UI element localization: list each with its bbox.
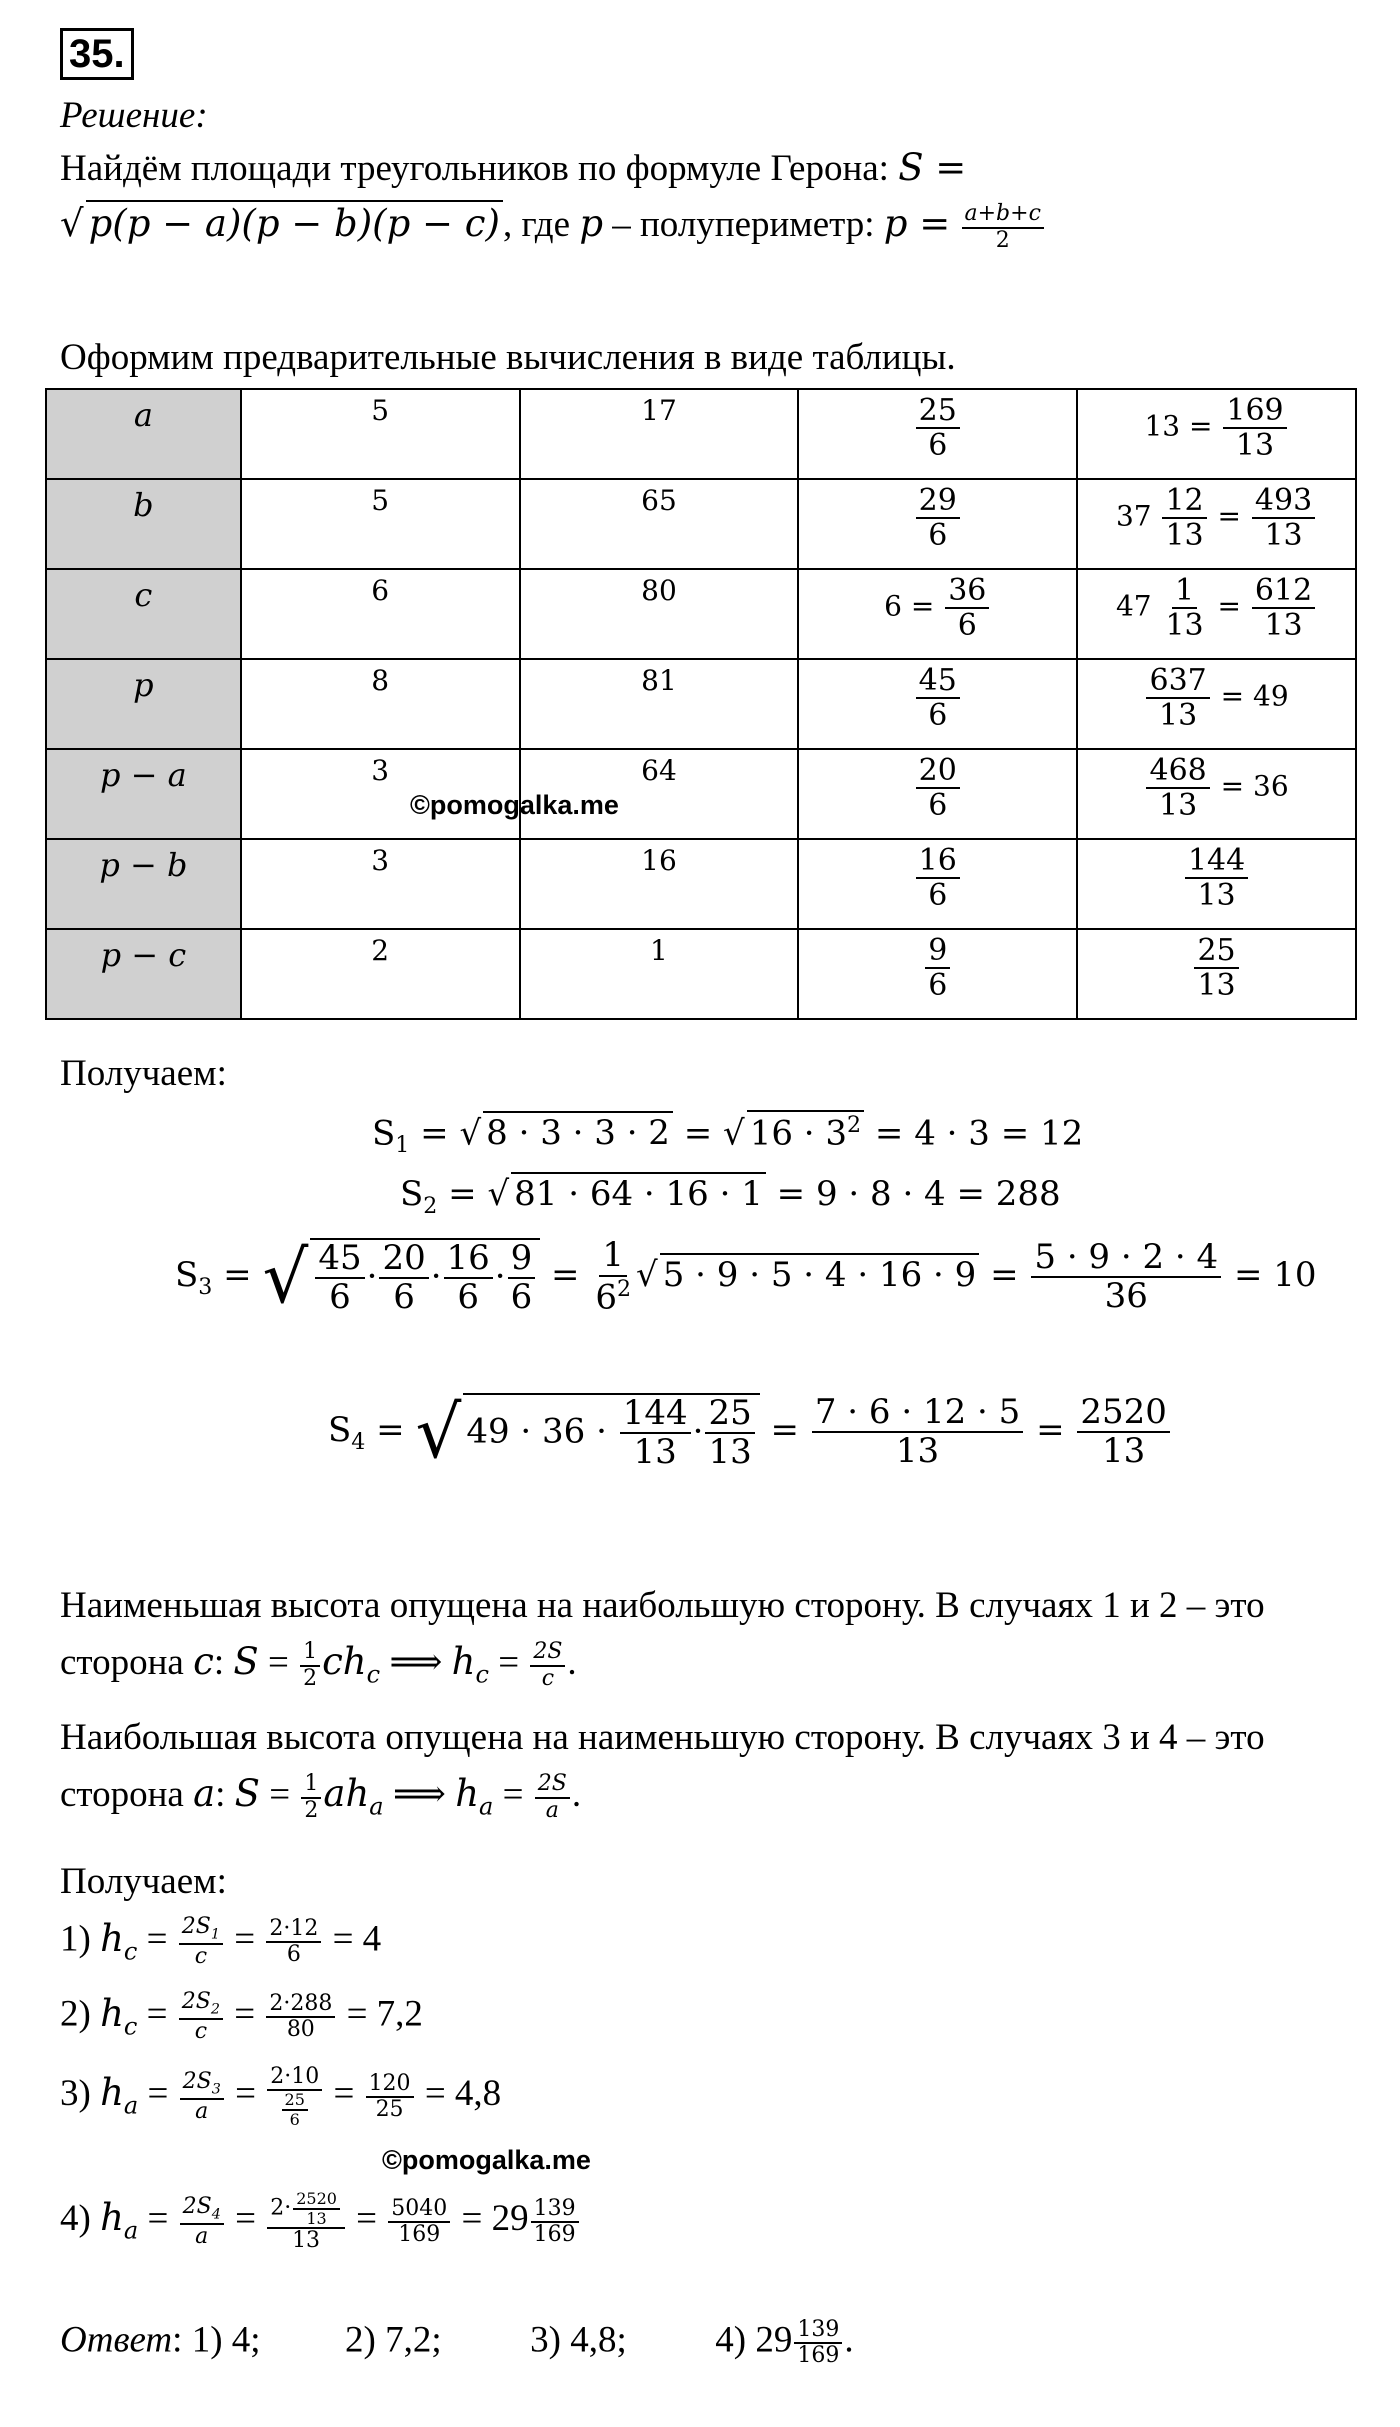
table-cell: 3: [241, 839, 520, 929]
table-cell: $\frac{25}{13}$: [1077, 929, 1356, 1019]
problem-number: 35.: [60, 28, 134, 80]
watermark-1: ©pomogalka.me: [410, 790, 619, 820]
para1-line1: Наименьшая высота опущена на наибольшую сторону. В случаях 1 и 2 – это: [60, 1585, 1265, 1626]
table-cell: 1: [520, 929, 799, 1019]
semiperimeter-fraction: $\frac{a+b+c}{2}$: [962, 202, 1044, 252]
table-row: [46, 749, 1356, 839]
table-cell: 8: [241, 659, 520, 749]
p-symbol: p: [579, 202, 603, 245]
answer-2: 2) 7,2;: [345, 2319, 442, 2361]
table-cell: $\frac{16}{6}$: [798, 839, 1077, 929]
table-cell: 47 $\frac{1}{13}$ = $\frac{612}{13}$: [1077, 569, 1356, 659]
intro-line-1: [60, 146, 966, 191]
table-row: [46, 929, 1356, 1019]
height-2: 2) $h_c$ = $\frac{2S_2}{c}$ = $\frac{2\cdot 288}{80}$ = 7,2: [60, 1989, 423, 2045]
table-intro: Оформим предварительные вычисления в виде таблицы.: [60, 337, 956, 378]
table-cell: 37 $\frac{12}{13}$ = $\frac{493}{13}$: [1077, 479, 1356, 569]
height-1: 1) $h_c$ = $\frac{2S_1}{c}$ = $\frac{2\cdot 12}{6}$ = 4: [60, 1914, 382, 1970]
row-header: p − c: [46, 929, 241, 1019]
table-cell: 81: [520, 659, 799, 749]
formula-s4: $S_4$ = √ 49 · 36 · $\frac{144}{13}$ · $\frac{25}{13}$ = $\frac{7 \cdot 6 \cdot 12 \cdot 5}{13}$ = $\frac{2520}{13}$: [328, 1390, 1172, 1474]
table-cell: 2: [241, 929, 520, 1019]
table-row: [46, 659, 1356, 749]
table-row: [46, 389, 1356, 479]
row-header: b: [46, 479, 241, 569]
calculation-table-body: [46, 389, 1356, 1019]
table-cell: 80: [520, 569, 799, 659]
intro-text-1: Найдём площади треугольников по формуле Герона:: [60, 148, 889, 189]
table-cell: $\frac{45}{6}$: [798, 659, 1077, 749]
row-header: c: [46, 569, 241, 659]
table-row: [46, 479, 1356, 569]
row-header: p: [46, 659, 241, 749]
solution-label-line: Решение:: [60, 95, 208, 136]
intro-text-2: , где: [502, 204, 571, 245]
table-cell: 6: [241, 569, 520, 659]
answer-fraction: $\frac{139}{169}$: [794, 2318, 842, 2368]
para2-line1: Наибольшая высота опущена на наименьшую сторону. В случаях 3 и 4 – это: [60, 1717, 1265, 1758]
table-cell: $\frac{25}{6}$: [798, 389, 1077, 479]
row-header: a: [46, 389, 241, 479]
answer-1: 1) 4;: [191, 2319, 261, 2361]
height-4: 4) $h_a$ = $\frac{2S_4}{a}$ = 2· $\frac{2520}{13}$ 13 = $\frac{5040}{169}$ = 29 $\frac{139}{169}$: [60, 2190, 581, 2253]
intro-text-3: – полупериметр:: [612, 204, 875, 245]
answer-3: 3) 4,8;: [530, 2319, 627, 2361]
table-row: [46, 839, 1356, 929]
row-header: p − a: [46, 749, 241, 839]
table-cell: $\frac{468}{13}$ = 36: [1077, 749, 1356, 839]
para1-line2: сторона c: S = $\frac{1}{2}$ $ch_c$ ⟹ $h_c$ = $\frac{2S}{c}$ .: [60, 1639, 577, 1691]
table-cell: 5: [241, 389, 520, 479]
table-cell: 13 = $\frac{169}{13}$: [1077, 389, 1356, 479]
get-label-2: Получаем:: [60, 1861, 227, 1902]
table-cell: 5: [241, 479, 520, 569]
table-cell: 64: [520, 749, 799, 839]
table-cell: 65: [520, 479, 799, 569]
sqrt-sign: √: [60, 202, 84, 245]
para2-line2: сторона a: S = $\frac{1}{2}$ $ah_a$ ⟹ $h_a$ = $\frac{2S}{a}$ .: [60, 1771, 582, 1823]
table-cell: 17: [520, 389, 799, 479]
answer-4: 4) 29: [715, 2319, 793, 2361]
table-cell: $\frac{29}{6}$: [798, 479, 1077, 569]
get-label-1: Получаем:: [60, 1053, 227, 1094]
table-cell: 6 = $\frac{36}{6}$: [798, 569, 1077, 659]
table-cell: $\frac{20}{6}$: [798, 749, 1077, 839]
heron-radicand: p(p − a)(p − b)(p − c): [86, 200, 503, 246]
formula-s2: $S_2$ = √ 81 · 64 · 16 · 1 = 9 · 8 · 4 = 288: [400, 1174, 1061, 1219]
table-cell: 3: [241, 749, 520, 839]
formula-s3: $S_3$ = √ $\frac{45}{6}$ · $\frac{20}{6}$ · $\frac{16}{6}$ · $\frac{9}{6}$ = $\frac{1}{6^2}$ √ 5 · 9 · 5 · 4 · 16 · 9 = $\frac{5 \cdot 9 \cdot 2 \cdot 4}{36}$ = 10: [175, 1235, 1317, 1319]
table-cell: 16: [520, 839, 799, 929]
para2-lead: сторона: [60, 1774, 184, 1815]
answer-label: Ответ: [60, 2319, 173, 2361]
answer-line: Ответ: 1) 4; 2) 7,2; 3) 4,8; 4) 29 $\frac{139}{169}$ .: [60, 2317, 854, 2369]
row-header: p − b: [46, 839, 241, 929]
table-row: [46, 569, 1356, 659]
watermark-2: ©pomogalka.me: [382, 2145, 591, 2175]
table-cell: $\frac{144}{13}$: [1077, 839, 1356, 929]
intro-line-2: [60, 200, 1046, 253]
heron-s-eq: S =: [898, 146, 967, 189]
p-eq: p =: [883, 202, 951, 245]
para1-lead: сторона: [60, 1642, 184, 1683]
solution-label: Решение: [60, 95, 196, 136]
table-cell: $\frac{9}{6}$: [798, 929, 1077, 1019]
formula-s1: $S_1$ = √ 8 · 3 · 3 · 2 = √ $16 \cdot 3^2 = 4 \cdot 3 = 12$: [372, 1112, 1084, 1159]
calculation-table: [45, 388, 1357, 1020]
table-cell: $\frac{637}{13}$ = 49: [1077, 659, 1356, 749]
height-3: 3) $h_a$ = $\frac{2S_3}{a}$ = $\frac{2\cdot 10}{\frac{25}{6}}$ = $\frac{120}{25}$ = 4,8: [60, 2064, 502, 2129]
